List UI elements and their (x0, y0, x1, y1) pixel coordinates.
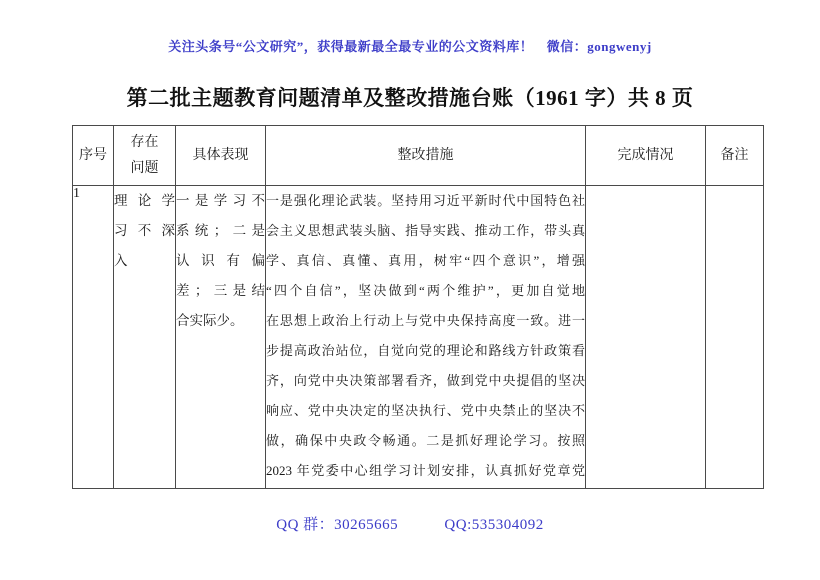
page-title: 第二批主题教育问题清单及整改措施台账（1961 字）共 8 页 (126, 86, 694, 110)
col-header-index: 序号 (73, 126, 114, 186)
col-header-completion: 完成情况 (586, 126, 706, 186)
cell-problem: 理论学 习不深 入 (114, 186, 176, 489)
col-header-measures: 整改措施 (266, 126, 586, 186)
table-header-row (73, 126, 764, 186)
table-row (73, 186, 764, 489)
footer-contacts (0, 513, 820, 534)
rectification-ledger-table (72, 125, 764, 489)
cell-remark (706, 186, 764, 489)
cell-completion (586, 186, 706, 489)
col-header-remark: 备注 (706, 126, 764, 186)
cell-index: 1 (73, 186, 114, 489)
col-header-manifestation: 具体表现 (176, 126, 266, 186)
cell-manifestation: 一是学习不 系统；二是 认识有偏 差；三是结 合实际少。 (176, 186, 266, 489)
promo-banner-text: 关注头条号“公文研究”，获得最新最全最专业的公文资料库！ 微信：gongwenyj (168, 39, 652, 54)
qq-number: QQ:535304092 (444, 517, 544, 533)
col-header-problem-label: 存在问题 (130, 134, 159, 176)
qq-group-number: QQ 群：30265665 (276, 517, 399, 533)
col-header-problem (114, 126, 176, 186)
cell-measures: 一是强化理论武装。坚持用习近平新时代中国特色社 会主义思想武装头脑、指导实践、推动工作，带头真 学、真信、真懂、真用，树牢“四个意识”，增强 “四个自信”，坚决做到“两个维护”，更加自觉地 在思想上政治上行动上与党中央保持高度一致。进一 步提高政治站位，自觉向党的理论和路线方针政策看 齐，向党中央决策部署看齐，做到党中央提倡的坚决 响应、党中央决定的坚决执行、党中央禁止的坚决不 做，确保中央政令畅通。二是抓好理论学习。按照 2023 年党委中心组学习计划安排，认真抓好党章党 (266, 186, 586, 489)
